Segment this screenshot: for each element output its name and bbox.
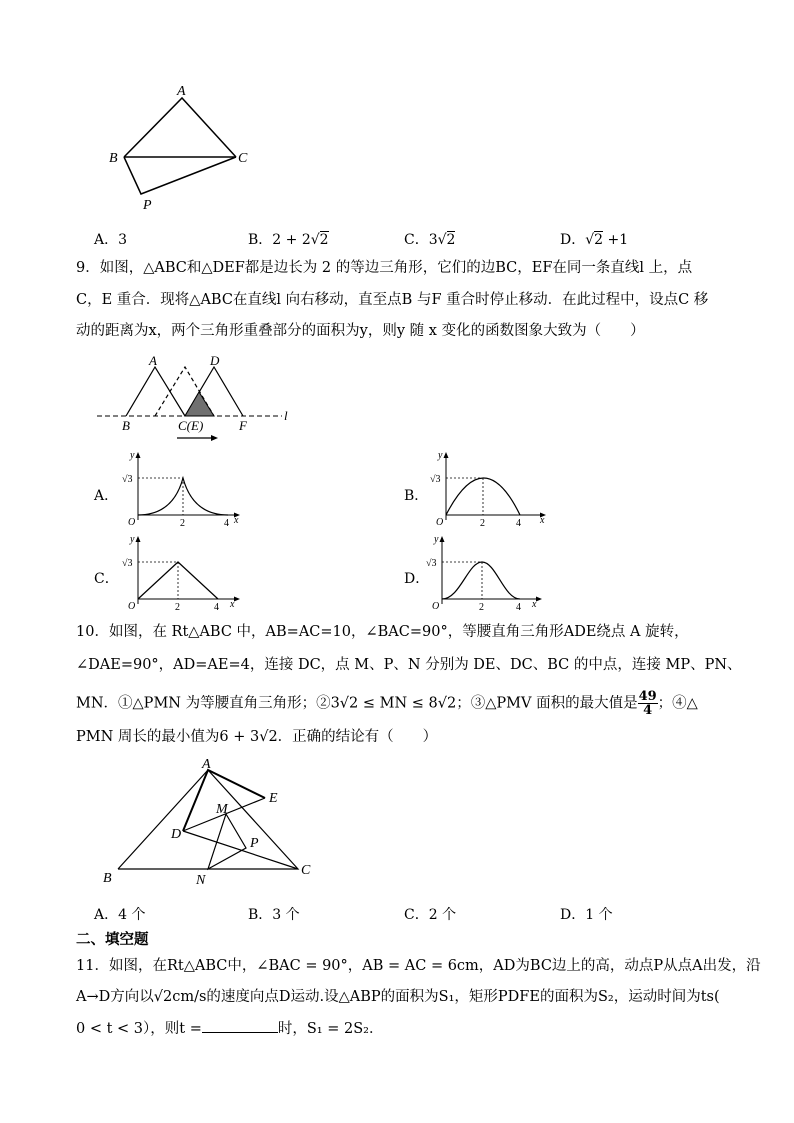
q8-option-a: A．3	[94, 232, 128, 248]
q10-line-1: 10．如图，在 Rt△ABC 中，AB=AC=10，∠BAC=90°，等腰直角三角形ADE绕点 A 旋转，	[76, 624, 689, 640]
q11-line-3-a: 0 < t < 3），则t =	[76, 1021, 202, 1037]
q10-option-d: D．1 个	[560, 907, 613, 923]
q10-line-3	[76, 690, 698, 717]
label-sqrt3: √3	[122, 558, 133, 569]
triangle-abc	[118, 770, 298, 869]
triangle-bp-pc	[124, 157, 236, 194]
frac-numerator: 49	[638, 689, 657, 704]
figure-q10	[98, 758, 328, 890]
triangle-abc	[126, 367, 185, 416]
label-sqrt3: √3	[426, 558, 437, 569]
label-4: 4	[214, 602, 219, 612]
q11-line-1: 11．如图，在Rt△ABC中，∠BAC = 90°，AB = AC = 6cm，AD为BC边上的高，动点P从点A出发，沿	[76, 958, 761, 974]
label-2: 2	[180, 518, 185, 528]
label-p: P	[250, 836, 259, 851]
q9-option-d-label: D．	[404, 571, 430, 587]
q9-line-2: C，E 重合．现将△ABC在直线l 向右移动，直至点B 与F 重合时停止移动．在此过程中，设点C 移	[76, 292, 709, 308]
label-o: O	[128, 601, 136, 612]
q10-option-a: A．4 个	[94, 907, 146, 923]
q8-option-b-prefix: B．2 + 2	[248, 232, 311, 248]
label-x: x	[234, 515, 239, 526]
q8-option-b-radicand: 2	[319, 232, 329, 248]
label-d: D	[171, 827, 182, 842]
figure-q9-triangles	[92, 350, 302, 445]
triangle-ab-ac	[124, 98, 236, 157]
fraction-49-4	[638, 690, 658, 717]
label-b: B	[109, 151, 118, 166]
label-ce: C(E)	[178, 418, 204, 433]
q8-option-b: B．2 + 2√2	[248, 232, 329, 248]
q8-option-c-radicand: 2	[446, 232, 456, 248]
label-a: A	[149, 353, 157, 368]
overlap-shaded	[185, 392, 214, 416]
section-title: 二、填空题	[76, 932, 149, 948]
label-4: 4	[224, 518, 229, 528]
label-n: N	[196, 873, 206, 888]
label-y: y	[438, 450, 443, 461]
label-2: 2	[480, 518, 485, 528]
q9-line-1: 9．如图，△ABC和△DEF都是边长为 2 的等边三角形，它们的边BC，EF在同一条直线l 上，点	[76, 260, 693, 276]
label-2: 2	[175, 602, 180, 612]
label-sqrt3: √3	[430, 474, 441, 485]
label-o: O	[436, 517, 444, 528]
label-y: y	[130, 534, 135, 545]
q9-graph-a	[118, 448, 248, 528]
move-arrow-head	[211, 435, 218, 441]
answer-blank[interactable]	[202, 1018, 278, 1033]
label-a: A	[177, 84, 186, 99]
label-o: O	[128, 517, 136, 528]
q11-line-3-b: 时，S₁ = 2S₂．	[277, 1021, 384, 1037]
q10-line-3-b: ；④△	[657, 695, 698, 712]
label-b: B	[103, 871, 112, 886]
frac-denominator: 4	[643, 703, 653, 718]
label-sqrt3: √3	[122, 474, 133, 485]
label-x: x	[540, 515, 545, 526]
curve	[442, 562, 520, 599]
label-f: F	[239, 418, 247, 433]
q8-option-d: D．√2 +1	[560, 232, 629, 248]
q8-option-d-suffix: +1	[603, 232, 629, 248]
label-c: C	[301, 863, 311, 878]
q9-line-3: 动的距离为x，两个三角形重叠部分的面积为y，则y 随 x 变化的函数图象大致为（ ）	[76, 323, 645, 339]
q10-option-b: B．3 个	[248, 907, 300, 923]
label-y: y	[434, 534, 439, 545]
q9-option-c-label: C．	[94, 571, 119, 587]
label-c: C	[238, 151, 248, 166]
label-a: A	[202, 758, 211, 772]
q9-graph-b	[420, 448, 555, 528]
q10-option-c: C．2 个	[404, 907, 457, 923]
figure-triangle-abcp	[100, 78, 270, 218]
q9-graph-c	[118, 532, 248, 612]
q10-line-2: ∠DAE=90°，AD=AE=4，连接 DC，点 M、P、N 分别为 DE、DC、BC 的中点，连接 MP、PN、	[76, 657, 742, 673]
q8-option-c: C．3√2	[404, 232, 456, 248]
label-x: x	[532, 599, 537, 610]
label-m: M	[216, 802, 228, 817]
q11-line-3	[76, 1018, 383, 1039]
label-4: 4	[516, 518, 521, 528]
q8-option-d-prefix: D．	[560, 232, 586, 248]
label-x: x	[230, 599, 235, 610]
q11-line-2: A→D方向以√2cm/s的速度向点D运动.设△ABP的面积为S₁，矩形PDFE的面积为S₂，运动时间为ts(	[76, 989, 720, 1005]
label-d: D	[210, 353, 220, 368]
q8-option-d-radicand: 2	[594, 232, 604, 248]
q9-option-b-label: B．	[404, 488, 429, 504]
label-4: 4	[516, 602, 521, 612]
q10-line-3-a: MN．①△PMN 为等腰直角三角形；②3√2 ≤ MN ≤ 8√2；③△PMV 面积的最大值是	[76, 695, 638, 712]
q10-line-4: PMN 周长的最小值为6 + 3√2．正确的结论有（ ）	[76, 729, 438, 745]
label-y: y	[130, 450, 135, 461]
label-p: P	[143, 198, 152, 213]
q9-option-a-label: A．	[94, 488, 119, 504]
q9-graph-d	[420, 532, 555, 612]
label-o: O	[432, 601, 440, 612]
label-2: 2	[479, 602, 484, 612]
label-b: B	[122, 418, 130, 433]
q8-option-c-prefix: C．3	[404, 232, 438, 248]
label-e: E	[269, 791, 278, 806]
label-l: l	[284, 408, 288, 423]
